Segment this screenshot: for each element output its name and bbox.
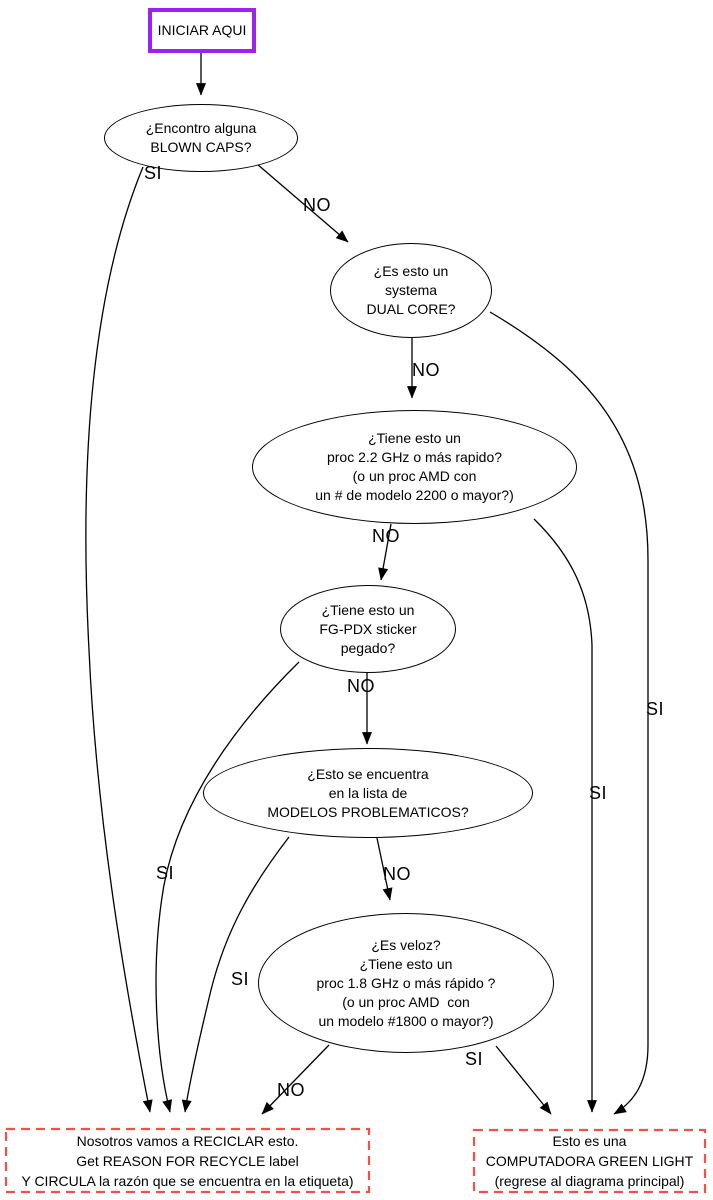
terminal-line: Get REASON FOR RECYCLE label: [76, 1152, 299, 1169]
edge-label-modelos-si: SI: [231, 969, 250, 989]
edge-label-veloz-no: NO: [277, 1080, 305, 1100]
decision-line: un # de modelo 2200 o mayor?): [315, 487, 514, 503]
decision-line: ¿Tiene esto un: [321, 601, 415, 618]
decision-line: ¿Tiene esto un: [368, 430, 461, 446]
start-node-label: INICIAR AQUI: [157, 22, 247, 38]
decision-proc-2-2ghz: [252, 410, 577, 524]
edge-label-proc22-no: NO: [372, 526, 400, 546]
terminal-line: Esto es una: [552, 1133, 627, 1149]
decision-line: un modelo #1800 o mayor?): [318, 1012, 494, 1029]
decision-line: ¿Encontro alguna: [145, 120, 257, 136]
terminal-reciclar: [6, 1129, 369, 1192]
decision-line: ¿Es veloz?: [371, 936, 441, 953]
decision-fgpdx-sticker: [280, 585, 456, 673]
edge-label-proc22-si: SI: [589, 783, 608, 803]
edge-veloz-si: [496, 1046, 551, 1114]
terminal-line: Y CIRCULA la razón que se encuentra en la etiqueta): [21, 1172, 354, 1189]
decision-line: systema: [384, 282, 438, 298]
decision-line: ¿Tiene esto un: [359, 955, 453, 972]
decision-line: proc 1.8 GHz o más rápido ?: [316, 974, 496, 991]
edge-label-blown-caps-si: SI: [144, 163, 163, 183]
start-node: [148, 8, 256, 53]
terminal-line: Nosotros vamos a RECICLAR esto.: [76, 1132, 299, 1149]
decision-es-veloz: [258, 913, 554, 1053]
decision-line: (o un proc AMD con: [352, 468, 477, 484]
decision-line: BLOWN CAPS?: [150, 139, 252, 155]
decision-line: pegado?: [340, 639, 396, 656]
edge-label-modelos-no: NO: [383, 864, 411, 884]
edge-label-dual-core-si: SI: [646, 699, 665, 719]
edge-label-fgpdx-no: NO: [347, 676, 375, 696]
decision-line: ¿Es esto un: [373, 263, 449, 279]
decision-line: ¿Esto se encuentra: [307, 765, 429, 782]
decision-modelos-problematicos: [203, 748, 533, 838]
decision-dual-core: [330, 243, 492, 338]
decision-line: (o un proc AMD con: [342, 993, 470, 1010]
decision-line: proc 2.2 GHz o más rapido?: [326, 449, 503, 465]
edge-fgpdx-si: [156, 662, 299, 1112]
edge-label-blown-caps-no: NO: [303, 195, 331, 215]
decision-line: en la lista de: [328, 784, 408, 801]
edge-label-dual-core-no: NO: [412, 360, 440, 380]
edge-label-fgpdx-si: SI: [156, 863, 175, 883]
edge-label-veloz-si: SI: [465, 1049, 484, 1069]
edge-proc22-si: [534, 519, 592, 1112]
terminal-line: (regrese al diagrama principal): [494, 1173, 685, 1189]
decision-blown-caps: [104, 104, 298, 172]
decision-line: DUAL CORE?: [366, 301, 456, 317]
decision-line: MODELOS PROBLEMATICOS?: [267, 803, 469, 820]
decision-line: FG-PDX sticker: [319, 620, 417, 637]
terminal-green-light: [474, 1130, 705, 1192]
terminal-line: COMPUTADORA GREEN LIGHT: [485, 1153, 694, 1169]
edge-blown-caps-si: [86, 167, 150, 1112]
